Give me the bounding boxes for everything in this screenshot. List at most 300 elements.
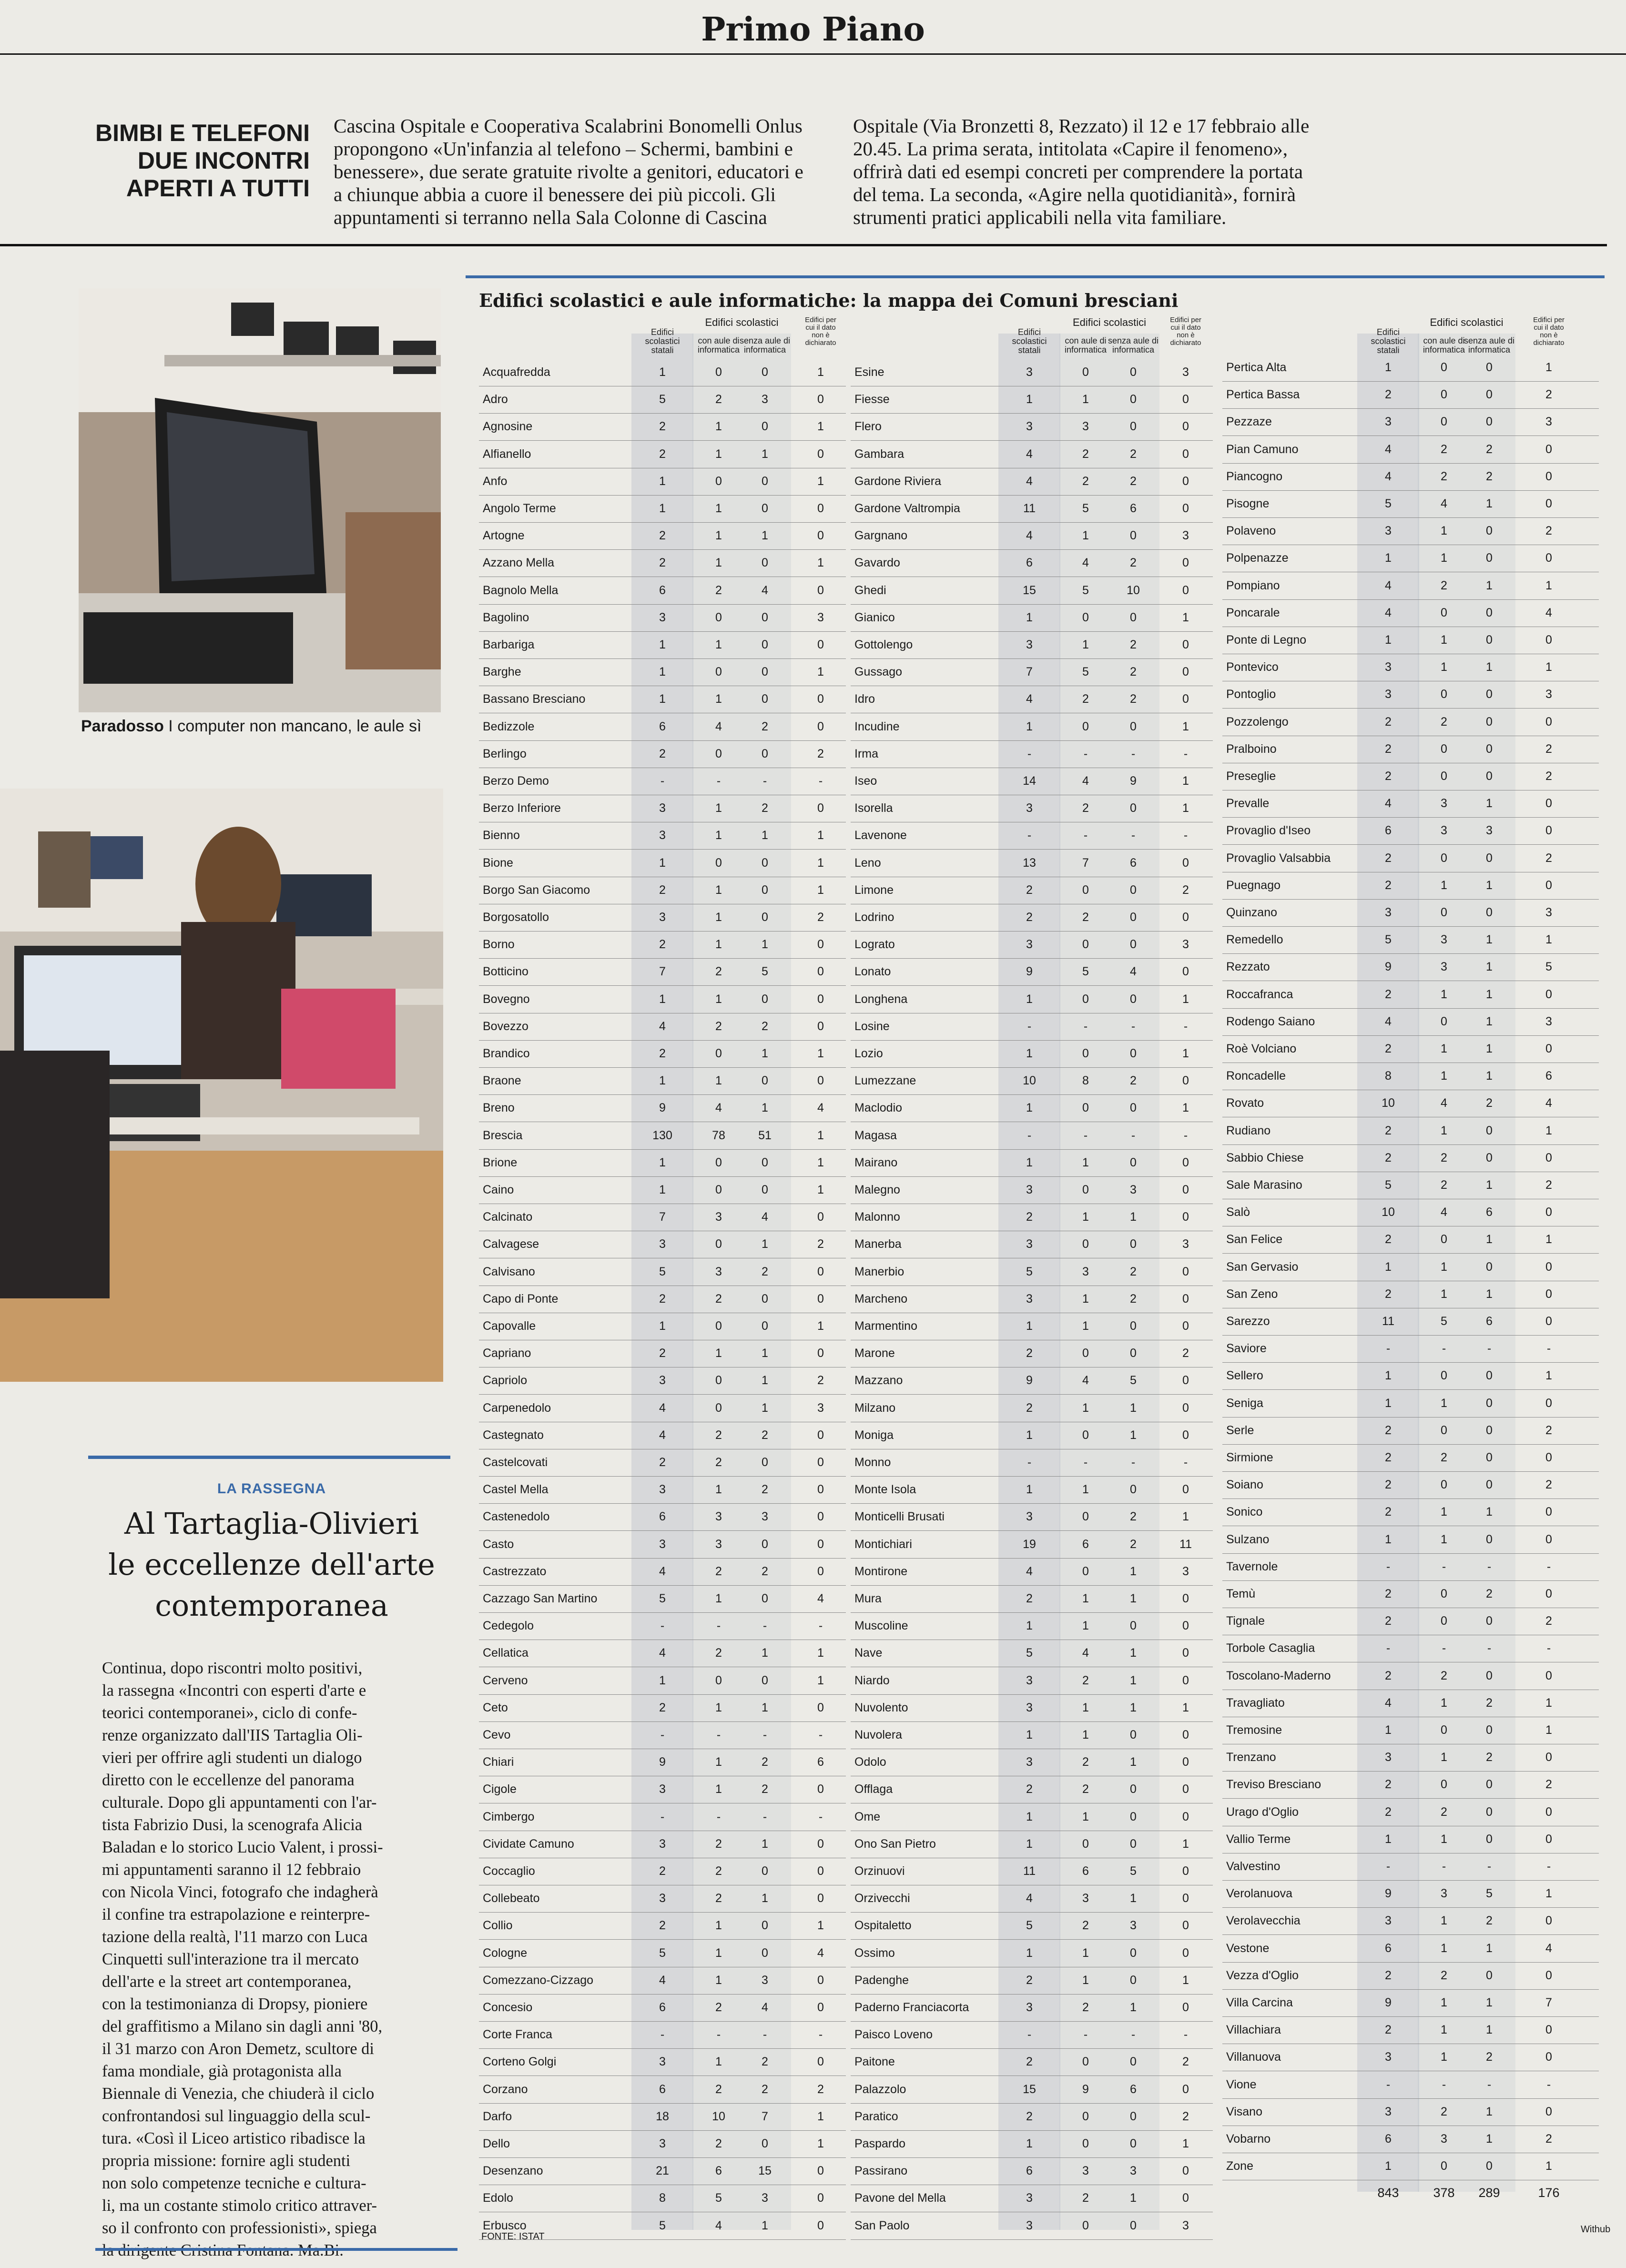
value-con-aule: 9 [1082,2082,1089,2096]
comune-name: Montirone [854,1564,908,1578]
comune-name: Padenghe [854,1973,909,1987]
value-con-aule: 1 [715,829,722,842]
value-statali: 3 [659,1837,666,1851]
value-non-dichiarato: 4 [1545,606,1552,619]
table-row [851,795,1213,822]
table-row [851,658,1213,686]
comune-name: Paspardo [854,2137,906,2150]
comune-name: Puegnago [1226,878,1281,892]
value-senza-aule: 0 [1486,2159,1493,2173]
value-non-dichiarato: 0 [1545,1287,1552,1301]
value-statali: 4 [1026,692,1033,706]
comune-name: Borgosatollo [483,911,549,924]
value-statali: 5 [659,2218,666,2232]
value-statali: 4 [1385,578,1392,592]
value-senza-aule: 1 [762,2218,768,2232]
value-statali: 2 [1026,1592,1033,1605]
value-non-dichiarato: 0 [1182,1810,1189,1823]
value-con-aule: 2 [1082,1673,1089,1687]
value-statali: 3 [1026,638,1033,651]
value-con-aule: 1 [715,556,722,570]
table-row [1222,517,1599,545]
value-non-dichiarato: - [1183,2028,1188,2042]
table-row [1222,627,1599,654]
comune-name: Collio [483,1919,513,1933]
value-statali: 15 [1023,583,1036,597]
value-senza-aule: 0 [762,856,768,870]
header-non-dichiarato: Edifici per cui il dato non è dichiarato [1533,316,1565,347]
value-senza-aule: 2 [1486,1696,1493,1710]
value-senza-aule: 6 [1130,2082,1137,2096]
value-senza-aule: 6 [1486,1315,1493,1328]
value-con-aule: 5 [1082,502,1089,515]
value-non-dichiarato: 0 [817,2001,824,2014]
value-senza-aule: 0 [1130,365,1137,379]
value-non-dichiarato: 1 [1182,1510,1189,1524]
comune-name: Remedello [1226,933,1283,947]
table-row [1222,1771,1599,1799]
comune-name: Odolo [854,1755,886,1769]
value-statali: 1 [659,502,666,515]
value-con-aule: 1 [1441,1505,1447,1519]
value-non-dichiarato: 1 [1182,1101,1189,1115]
value-statali: 3 [1026,1673,1033,1687]
value-non-dichiarato: 1 [817,829,824,842]
value-con-aule: 0 [1441,851,1447,865]
comune-name: Treviso Bresciano [1226,1778,1321,1792]
comune-name: Visano [1226,2105,1262,2118]
value-con-aule: 2 [1441,2105,1447,2118]
value-con-aule: 0 [1082,365,1089,379]
value-non-dichiarato: 0 [1182,1592,1189,1605]
value-non-dichiarato: 0 [1182,1265,1189,1278]
value-senza-aule: 0 [762,420,768,434]
comune-name: Ossimo [854,1946,895,1960]
value-senza-aule: 1 [762,1646,768,1660]
value-non-dichiarato: - [1546,1559,1551,1573]
value-con-aule: 0 [1082,2109,1089,2123]
table-title: Edifici scolastici e aule informatiche: la mappa dei Comuni bresciani [479,290,1179,311]
table-row [1222,1744,1599,1772]
comune-name: Bienno [483,829,520,842]
table-row [851,1149,1213,1177]
value-statali: 2 [1026,2055,1033,2069]
value-senza-aule: 2 [1486,469,1493,483]
comune-name: Corte Franca [483,2028,552,2042]
comune-name: Niardo [854,1673,890,1687]
value-non-dichiarato: 1 [1545,2159,1552,2173]
value-senza-aule: 0 [1130,1101,1137,1115]
value-senza-aule: 0 [1486,1614,1493,1628]
table-row [479,386,846,414]
value-senza-aule: - [1131,2028,1136,2042]
table-row [1222,1063,1599,1090]
value-statali: 6 [659,719,666,733]
value-non-dichiarato: 1 [817,1646,824,1660]
comune-name: Salò [1226,1205,1250,1219]
value-statali: 1 [1026,1047,1033,1060]
value-con-aule: - [1442,1559,1446,1573]
value-senza-aule: 0 [1486,851,1493,865]
comune-name: Dello [483,2137,510,2150]
comune-name: Pontoglio [1226,688,1276,701]
table-row [479,904,846,932]
value-senza-aule: - [1131,1019,1136,1033]
value-statali: 4 [1026,1892,1033,1905]
value-senza-aule: 0 [762,1319,768,1333]
value-statali: 3 [659,2055,666,2069]
table-row [479,713,846,741]
value-non-dichiarato: 0 [1182,1374,1189,1387]
value-con-aule: 4 [1441,1096,1447,1110]
value-non-dichiarato: 1 [817,1319,824,1333]
value-statali: 2 [659,420,666,434]
value-non-dichiarato: 1 [1545,1696,1552,1710]
value-con-aule: 0 [1082,1237,1089,1251]
value-statali: 1 [1026,1155,1033,1169]
table-row [851,1176,1213,1204]
value-senza-aule: 0 [762,1155,768,1169]
value-statali: 2 [659,556,666,570]
table-row [1222,1417,1599,1445]
value-non-dichiarato: 6 [817,1755,824,1769]
comune-name: Seniga [1226,1396,1263,1410]
value-senza-aule: 0 [1486,715,1493,729]
value-con-aule: 3 [1082,2164,1089,2178]
comune-name: Barghe [483,665,521,679]
comune-name: Tignale [1226,1614,1265,1628]
comune-name: Temù [1226,1587,1256,1600]
comune-name: Paisco Loveno [854,2028,933,2042]
value-con-aule: 6 [715,2164,722,2178]
value-con-aule: 2 [1082,801,1089,815]
value-non-dichiarato: 1 [1182,992,1189,1006]
value-non-dichiarato: 1 [817,2109,824,2123]
value-con-aule: 2 [1082,474,1089,488]
value-statali: 3 [1385,906,1392,919]
table-row [851,1912,1213,1940]
value-senza-aule: 0 [762,1592,768,1605]
value-con-aule: 1 [715,1483,722,1497]
comune-name: Losine [854,1019,890,1033]
table-row [851,1449,1213,1477]
value-non-dichiarato: 2 [1545,1614,1552,1628]
value-non-dichiarato: 1 [1182,2137,1189,2150]
value-senza-aule: - [1487,2077,1492,2091]
value-senza-aule: - [1487,1342,1492,1356]
value-statali: - [660,1810,665,1823]
comune-name: Bagolino [483,610,529,624]
table-row [479,1231,846,1258]
value-statali: 2 [1385,1968,1392,1982]
value-statali: 13 [1023,856,1036,870]
table-row [851,1313,1213,1340]
total-value: 176 [1538,2186,1560,2200]
value-statali: 10 [1023,1074,1036,1088]
value-con-aule: 4 [1082,1646,1089,1660]
table-row [479,877,846,904]
comune-name: Gianico [854,610,895,624]
value-con-aule: 0 [715,1673,722,1687]
article-body-line: non solo competenze tecniche e cultura- [102,2174,366,2192]
comune-name: Leno [854,856,881,870]
value-con-aule: 3 [715,1210,722,1224]
table-row [851,441,1213,468]
value-senza-aule: 0 [1486,742,1493,756]
table-row [851,522,1213,550]
value-senza-aule: 1 [762,1892,768,1905]
value-con-aule: 2 [715,1428,722,1442]
table-row [479,2130,846,2158]
value-non-dichiarato: 0 [1182,2191,1189,2205]
header-senza-aule: senza aule di informatica [1463,336,1515,354]
value-con-aule: 2 [1441,469,1447,483]
value-senza-aule: 0 [1130,420,1137,434]
comune-name: Incudine [854,719,900,733]
value-statali: 2 [1385,2023,1392,2037]
value-non-dichiarato: 7 [1545,1996,1552,2009]
value-con-aule: 2 [715,965,722,979]
table-row [479,1395,846,1422]
value-con-aule: 2 [1441,1178,1447,1192]
value-con-aule: 0 [1441,361,1447,374]
value-con-aule: 2 [1082,1755,1089,1769]
value-con-aule: 1 [715,1347,722,1360]
value-non-dichiarato: 0 [1545,797,1552,810]
value-con-aule: 0 [1082,992,1089,1006]
value-con-aule: 0 [715,1047,722,1060]
header-group: Edifici scolastici [1072,316,1147,328]
value-statali: 3 [1385,1751,1392,1764]
value-statali: 3 [1026,1183,1033,1196]
value-senza-aule: 2 [1130,556,1137,570]
table-row [851,1694,1213,1722]
value-non-dichiarato: - [818,1810,823,1823]
value-non-dichiarato: 3 [1545,688,1552,701]
comune-name: Flero [854,420,882,434]
value-non-dichiarato: 0 [1545,1260,1552,1274]
value-senza-aule: 0 [762,1946,768,1960]
comune-name: Sarezzo [1226,1315,1270,1328]
value-senza-aule: 0 [762,474,768,488]
value-con-aule: 0 [1082,2137,1089,2150]
value-statali: 3 [1385,2050,1392,2064]
value-non-dichiarato: 1 [817,665,824,679]
comune-name: Provaglio Valsabbia [1226,851,1331,865]
value-non-dichiarato: 0 [1182,1946,1189,1960]
value-con-aule: 7 [1082,856,1089,870]
value-statali: 5 [659,1265,666,1278]
comune-name: Coccaglio [483,1864,535,1878]
table-row [851,1122,1213,1150]
value-non-dichiarato: 2 [1545,1478,1552,1492]
value-senza-aule: 0 [762,992,768,1006]
table-row [851,1476,1213,1504]
table-row [479,1940,846,1967]
value-statali: 8 [1385,1069,1392,1083]
value-senza-aule: 2 [762,1755,768,1769]
header-group: Edifici scolastici [1430,316,1504,328]
comune-name: Bovegno [483,992,530,1006]
value-statali: 2 [659,1919,666,1933]
table-row [479,931,846,959]
comune-name: Paitone [854,2055,895,2069]
value-senza-aule: 1 [1486,1941,1493,1955]
table-row [851,958,1213,986]
value-senza-aule: - [762,1810,767,1823]
value-statali: 6 [1026,2164,1033,2178]
comune-name: Rudiano [1226,1124,1271,1137]
comune-name: Gussago [854,665,903,679]
table-row [851,1094,1213,1122]
value-senza-aule: 0 [1130,1237,1137,1251]
value-non-dichiarato: - [818,2028,823,2042]
table-row [851,1395,1213,1422]
value-senza-aule: 1 [1130,1673,1137,1687]
value-statali: 4 [1026,1564,1033,1578]
value-con-aule: - [1442,2077,1446,2091]
value-con-aule: 2 [1441,1451,1447,1464]
value-senza-aule: 0 [1130,2218,1137,2232]
value-con-aule: 0 [1441,1614,1447,1628]
value-senza-aule: 2 [1486,2050,1493,2064]
value-statali: 1 [1026,992,1033,1006]
comune-name: Cevo [483,1728,511,1742]
table-row [1222,1226,1599,1254]
value-statali: 19 [1023,1537,1036,1551]
value-statali: 9 [659,1101,666,1115]
comune-name: Cividate Camuno [483,1837,574,1851]
value-senza-aule: 0 [1486,633,1493,647]
value-statali: 1 [1026,1837,1033,1851]
value-non-dichiarato: 0 [1182,2001,1189,2014]
value-con-aule: 5 [1082,665,1089,679]
table-row [851,1612,1213,1640]
table-row [851,359,1213,386]
value-con-aule: 0 [1082,1510,1089,1524]
article-body-line: fama mondiale, già protagonista alla [102,2062,342,2080]
value-statali: 2 [1385,1233,1392,1246]
value-senza-aule: 2 [1486,442,1493,456]
value-non-dichiarato: 0 [817,1782,824,1796]
value-statali: 2 [1385,770,1392,783]
value-senza-aule: 2 [762,1483,768,1497]
comune-name: Pralboino [1226,742,1277,756]
table-row [479,1831,846,1858]
table-row [1222,2016,1599,2044]
comune-name: Muscoline [854,1619,908,1633]
comune-name: Brescia [483,1128,523,1142]
comune-name: Corzano [483,2082,528,2096]
value-con-aule: 1 [1441,2023,1447,2037]
value-senza-aule: 1 [1486,987,1493,1001]
value-statali: 3 [1385,1914,1392,1928]
value-non-dichiarato: 0 [1545,2023,1552,2037]
value-statali: 1 [1385,551,1392,565]
value-non-dichiarato: 0 [1545,715,1552,729]
value-con-aule: 0 [715,1183,722,1196]
table-row [479,1094,846,1122]
value-non-dichiarato: - [818,1728,823,1742]
value-statali: 1 [659,692,666,706]
value-senza-aule: 4 [762,2001,768,2014]
value-senza-aule: 2 [762,1019,768,1033]
value-statali: 2 [1026,1782,1033,1796]
table-row [479,1149,846,1177]
comune-name: Pezzaze [1226,415,1272,429]
comune-name: Offlaga [854,1782,893,1796]
value-senza-aule: 0 [1130,1728,1137,1742]
value-senza-aule: 0 [1486,770,1493,783]
comune-name: Ono San Pietro [854,1837,936,1851]
table-row [479,1367,846,1395]
comune-name: Ospitaletto [854,1919,912,1933]
header-statali: Edifici scolastici statali [1371,327,1406,355]
value-con-aule: 0 [1441,1014,1447,1028]
article-body-line: confrontandosi sul linguaggio della scul- [102,2107,371,2125]
comune-name: Fiesse [854,393,890,406]
value-senza-aule: 1 [762,1701,768,1714]
value-non-dichiarato: 1 [1182,1701,1189,1714]
total-value: 843 [1377,2186,1399,2200]
value-statali: 2 [1385,851,1392,865]
comune-name: Pavone del Mella [854,2191,946,2205]
comune-name: Quinzano [1226,906,1278,919]
value-con-aule: 0 [715,610,722,624]
value-senza-aule: 2 [1130,1074,1137,1088]
value-statali: 10 [1382,1205,1395,1219]
value-statali: 3 [659,2137,666,2150]
table-row [479,1776,846,1803]
value-non-dichiarato: 1 [817,556,824,570]
value-non-dichiarato: 0 [1182,2082,1189,2096]
comune-name: Roccafranca [1226,987,1293,1001]
value-statali: 1 [1385,1832,1392,1846]
value-senza-aule: 2 [1130,1265,1137,1278]
value-senza-aule: 0 [1486,1532,1493,1546]
comune-name: Calcinato [483,1210,533,1224]
comune-name: Pontevico [1226,660,1279,674]
value-statali: 2 [659,1864,666,1878]
value-statali: 1 [659,474,666,488]
value-non-dichiarato: 0 [817,393,824,406]
table-row [479,1912,846,1940]
value-statali: 6 [659,1510,666,1524]
value-statali: - [1386,1641,1391,1655]
table-row [851,2212,1213,2240]
comune-name: Maclodio [854,1101,903,1115]
table-row [851,877,1213,904]
value-statali: 3 [1026,365,1033,379]
comune-name: Castelcovati [483,1456,548,1469]
table-row [479,768,846,795]
value-non-dichiarato: 0 [1182,665,1189,679]
value-statali: 4 [1026,529,1033,543]
value-con-aule: 1 [715,638,722,651]
value-non-dichiarato: 0 [1182,447,1189,461]
table-row [1222,1826,1599,1853]
table-row [479,1667,846,1695]
value-statali: 3 [659,829,666,842]
value-non-dichiarato: 1 [817,1183,824,1196]
value-statali: 4 [659,1973,666,1987]
comune-name: Manerbio [854,1265,904,1278]
comune-name: Capovalle [483,1319,536,1333]
value-statali: 3 [659,911,666,924]
value-senza-aule: 1 [1130,1210,1137,1224]
comune-name: Milzano [854,1401,896,1415]
comune-name: Desenzano [483,2164,543,2178]
